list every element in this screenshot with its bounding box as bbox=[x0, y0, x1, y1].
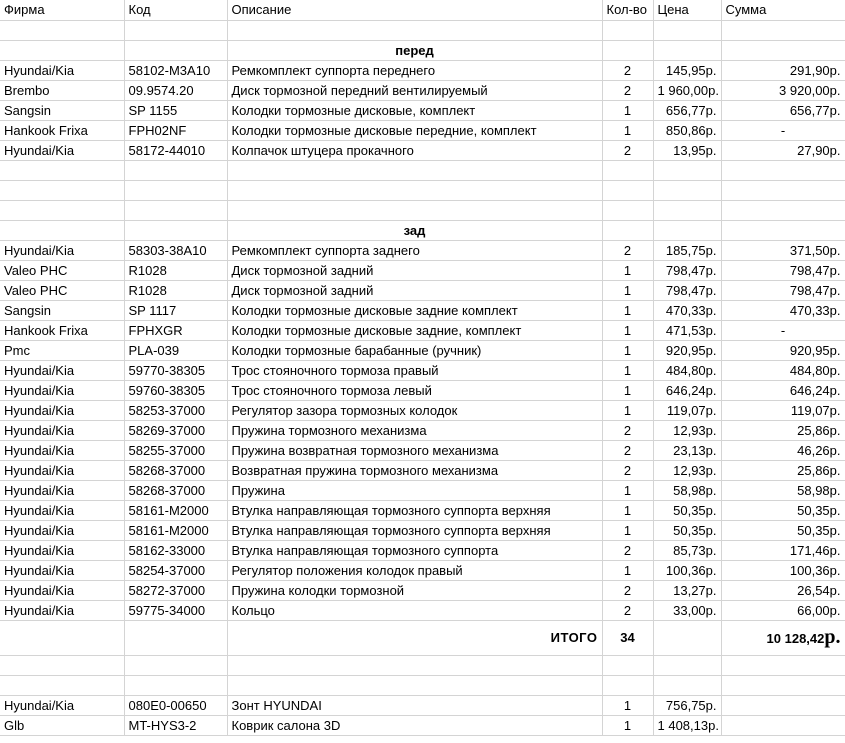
cell-firm[interactable]: Hyundai/Kia bbox=[0, 520, 124, 540]
cell-description[interactable]: Регулятор зазора тормозных колодок bbox=[227, 400, 602, 420]
cell-qty[interactable]: 2 bbox=[602, 440, 653, 460]
cell-price[interactable]: 920,95р. bbox=[653, 340, 721, 360]
cell-description[interactable]: Диск тормозной задний bbox=[227, 280, 602, 300]
cell-qty[interactable]: 1 bbox=[602, 480, 653, 500]
cell-sum[interactable]: 171,46р. bbox=[721, 540, 845, 560]
cell-price[interactable]: 646,24р. bbox=[653, 380, 721, 400]
header-price[interactable]: Цена bbox=[653, 0, 721, 20]
cell-price[interactable]: 13,95р. bbox=[653, 140, 721, 160]
cell-price[interactable]: 850,86р. bbox=[653, 120, 721, 140]
empty-row bbox=[0, 20, 845, 40]
cell-sum[interactable]: - bbox=[721, 320, 845, 340]
table-row bbox=[0, 120, 845, 140]
cell-firm[interactable]: Hyundai/Kia bbox=[0, 560, 124, 580]
cell-qty[interactable]: 1 bbox=[602, 520, 653, 540]
table-row bbox=[0, 600, 845, 620]
cell-code[interactable]: R1028 bbox=[124, 260, 227, 280]
cell-price[interactable]: 100,36р. bbox=[653, 560, 721, 580]
cell-price[interactable]: 798,47р. bbox=[653, 280, 721, 300]
cell-price[interactable]: 50,35р. bbox=[653, 500, 721, 520]
cell-firm[interactable]: Brembo bbox=[0, 80, 124, 100]
header-firm[interactable]: Фирма bbox=[0, 0, 124, 20]
cell-code[interactable]: 58161-M2000 bbox=[124, 520, 227, 540]
cell-code[interactable]: PLA-039 bbox=[124, 340, 227, 360]
empty-row bbox=[0, 160, 845, 180]
cell-code[interactable]: R1028 bbox=[124, 280, 227, 300]
table-row bbox=[0, 540, 845, 560]
table-row bbox=[0, 80, 845, 100]
total-row bbox=[0, 620, 845, 655]
cell-price[interactable]: 85,73р. bbox=[653, 540, 721, 560]
cell-sum[interactable]: 25,86р. bbox=[721, 460, 845, 480]
cell-sum[interactable]: 58,98р. bbox=[721, 480, 845, 500]
cell-price[interactable]: 471,53р. bbox=[653, 320, 721, 340]
header-code[interactable]: Код bbox=[124, 0, 227, 20]
cell-price[interactable]: 185,75р. bbox=[653, 240, 721, 260]
cell-firm[interactable]: Hyundai/Kia bbox=[0, 380, 124, 400]
total-label[interactable]: ИТОГО bbox=[227, 620, 602, 655]
cell-sum[interactable] bbox=[721, 695, 845, 715]
cell-sum[interactable]: 798,47р. bbox=[721, 280, 845, 300]
cell-firm[interactable]: Hyundai/Kia bbox=[0, 695, 124, 715]
cell-qty[interactable]: 1 bbox=[602, 360, 653, 380]
cell-code[interactable]: SP 1155 bbox=[124, 100, 227, 120]
cell-code[interactable]: 58254-37000 bbox=[124, 560, 227, 580]
cell-sum[interactable]: 50,35р. bbox=[721, 520, 845, 540]
cell-qty[interactable]: 1 bbox=[602, 300, 653, 320]
cell-description[interactable]: Втулка направляющая тормозного суппорта bbox=[227, 540, 602, 560]
cell-qty[interactable]: 1 bbox=[602, 280, 653, 300]
table-row bbox=[0, 500, 845, 520]
cell-firm[interactable]: Sangsin bbox=[0, 300, 124, 320]
cell-qty[interactable]: 2 bbox=[602, 80, 653, 100]
cell-description[interactable]: Зонт HYUNDAI bbox=[227, 695, 602, 715]
cell-qty[interactable]: 2 bbox=[602, 240, 653, 260]
total-sum[interactable] bbox=[721, 620, 845, 655]
cell-sum[interactable]: 119,07р. bbox=[721, 400, 845, 420]
cell-sum[interactable]: 291,90р. bbox=[721, 60, 845, 80]
table-row bbox=[0, 695, 845, 715]
cell-firm[interactable]: Hyundai/Kia bbox=[0, 500, 124, 520]
cell-qty[interactable]: 1 bbox=[602, 715, 653, 735]
header-qty[interactable]: Кол-во bbox=[602, 0, 653, 20]
empty-row bbox=[0, 655, 845, 675]
cell-firm[interactable]: Glb bbox=[0, 715, 124, 735]
cell-code[interactable]: FPH02NF bbox=[124, 120, 227, 140]
cell-sum[interactable]: 484,80р. bbox=[721, 360, 845, 380]
cell-sum[interactable]: 3 920,00р. bbox=[721, 80, 845, 100]
section-title-rear[interactable]: зад bbox=[227, 220, 602, 240]
cell-sum[interactable]: 656,77р. bbox=[721, 100, 845, 120]
cell-price[interactable]: 470,33р. bbox=[653, 300, 721, 320]
cell-price[interactable]: 484,80р. bbox=[653, 360, 721, 380]
table-row bbox=[0, 240, 845, 260]
cell-qty[interactable]: 2 bbox=[602, 540, 653, 560]
cell-firm[interactable]: Hyundai/Kia bbox=[0, 440, 124, 460]
table-row bbox=[0, 715, 845, 735]
cell-description[interactable]: Колпачок штуцера прокачного bbox=[227, 140, 602, 160]
cell-sum[interactable]: - bbox=[721, 120, 845, 140]
cell-description[interactable]: Ремкомплект суппорта заднего bbox=[227, 240, 602, 260]
cell-code[interactable]: 080E0-00650 bbox=[124, 695, 227, 715]
table-row bbox=[0, 580, 845, 600]
cell-sum[interactable]: 371,50р. bbox=[721, 240, 845, 260]
table-row bbox=[0, 440, 845, 460]
cell-code[interactable]: 58162-33000 bbox=[124, 540, 227, 560]
cell-price[interactable]: 656,77р. bbox=[653, 100, 721, 120]
cell-code[interactable]: 58268-37000 bbox=[124, 460, 227, 480]
table-row bbox=[0, 300, 845, 320]
cell-description[interactable]: Колодки тормозные барабанные (ручник) bbox=[227, 340, 602, 360]
cell-price[interactable]: 12,93р. bbox=[653, 420, 721, 440]
table-row bbox=[0, 340, 845, 360]
cell-sum[interactable] bbox=[721, 715, 845, 735]
cell-sum[interactable]: 26,54р. bbox=[721, 580, 845, 600]
cell-sum[interactable]: 27,90р. bbox=[721, 140, 845, 160]
table-row bbox=[0, 420, 845, 440]
table-row bbox=[0, 400, 845, 420]
cell-firm[interactable]: Hyundai/Kia bbox=[0, 580, 124, 600]
cell-qty[interactable]: 1 bbox=[602, 260, 653, 280]
table-row bbox=[0, 520, 845, 540]
table-row bbox=[0, 460, 845, 480]
cell-description[interactable]: Трос стояночного тормоза правый bbox=[227, 360, 602, 380]
cell-firm[interactable]: Hyundai/Kia bbox=[0, 480, 124, 500]
cell-code[interactable]: 58102-M3A10 bbox=[124, 60, 227, 80]
cell-code[interactable]: 58303-38A10 bbox=[124, 240, 227, 260]
cell-firm[interactable]: Valeo PHC bbox=[0, 280, 124, 300]
cell-qty[interactable]: 1 bbox=[602, 340, 653, 360]
total-qty[interactable]: 34 bbox=[602, 620, 653, 655]
header-row bbox=[0, 0, 845, 20]
cell-code[interactable]: 58253-37000 bbox=[124, 400, 227, 420]
cell-description[interactable]: Пружина колодки тормозной bbox=[227, 580, 602, 600]
cell-code[interactable]: FPHXGR bbox=[124, 320, 227, 340]
cell-firm[interactable]: Hyundai/Kia bbox=[0, 540, 124, 560]
cell-firm[interactable]: Hyundai/Kia bbox=[0, 240, 124, 260]
cell-price[interactable]: 13,27р. bbox=[653, 580, 721, 600]
cell-code[interactable]: MT-HYS3-2 bbox=[124, 715, 227, 735]
cell-sum[interactable]: 798,47р. bbox=[721, 260, 845, 280]
table-row bbox=[0, 100, 845, 120]
cell-firm[interactable]: Hyundai/Kia bbox=[0, 400, 124, 420]
cell-description[interactable]: Возвратная пружина тормозного механизма bbox=[227, 460, 602, 480]
cell-qty[interactable]: 2 bbox=[602, 600, 653, 620]
cell-firm[interactable]: Hyundai/Kia bbox=[0, 460, 124, 480]
cell-price[interactable]: 1 960,00р. bbox=[653, 80, 721, 100]
cell-sum[interactable]: 25,86р. bbox=[721, 420, 845, 440]
cell-qty[interactable]: 1 bbox=[602, 320, 653, 340]
cell-firm[interactable]: Hyundai/Kia bbox=[0, 420, 124, 440]
cell-qty[interactable]: 2 bbox=[602, 460, 653, 480]
cell-sum[interactable]: 920,95р. bbox=[721, 340, 845, 360]
table-row bbox=[0, 260, 845, 280]
cell-sum[interactable]: 646,24р. bbox=[721, 380, 845, 400]
table-row bbox=[0, 360, 845, 380]
cell-code[interactable]: 09.9574.20 bbox=[124, 80, 227, 100]
cell-price[interactable]: 12,93р. bbox=[653, 460, 721, 480]
cell-price[interactable]: 33,00р. bbox=[653, 600, 721, 620]
cell-description[interactable]: Колодки тормозные дисковые передние, комплект bbox=[227, 120, 602, 140]
cell-qty[interactable]: 1 bbox=[602, 100, 653, 120]
total-sum-value: 10 128,42 bbox=[766, 630, 825, 646]
cell-description[interactable]: Диск тормозной передний вентилируемый bbox=[227, 80, 602, 100]
total-currency: р. bbox=[824, 625, 841, 648]
cell-price[interactable]: 145,95р. bbox=[653, 60, 721, 80]
cell-description[interactable]: Диск тормозной задний bbox=[227, 260, 602, 280]
cell-price[interactable]: 798,47р. bbox=[653, 260, 721, 280]
cell-description[interactable]: Пружина возвратная тормозного механизма bbox=[227, 440, 602, 460]
cell-firm[interactable]: Hyundai/Kia bbox=[0, 140, 124, 160]
table-row bbox=[0, 320, 845, 340]
cell-qty[interactable]: 1 bbox=[602, 500, 653, 520]
cell-qty[interactable]: 1 bbox=[602, 380, 653, 400]
cell-qty[interactable]: 2 bbox=[602, 420, 653, 440]
cell-firm[interactable]: Valeo PHC bbox=[0, 260, 124, 280]
cell-description[interactable]: Кольцо bbox=[227, 600, 602, 620]
cell-description[interactable]: Трос стояночного тормоза левый bbox=[227, 380, 602, 400]
empty-row bbox=[0, 180, 845, 200]
cell-description[interactable]: Коврик салона 3D bbox=[227, 715, 602, 735]
cell-description[interactable]: Втулка направляющая тормозного суппорта верхняя bbox=[227, 500, 602, 520]
section-row-rear bbox=[0, 220, 845, 240]
cell-qty[interactable]: 1 bbox=[602, 400, 653, 420]
cell-firm[interactable]: Sangsin bbox=[0, 100, 124, 120]
cell-code[interactable]: 58255-37000 bbox=[124, 440, 227, 460]
cell-price[interactable]: 119,07р. bbox=[653, 400, 721, 420]
cell-qty[interactable]: 2 bbox=[602, 60, 653, 80]
cell-sum[interactable]: 50,35р. bbox=[721, 500, 845, 520]
cell-code[interactable]: 58268-37000 bbox=[124, 480, 227, 500]
empty-row bbox=[0, 200, 845, 220]
cell-qty[interactable]: 2 bbox=[602, 140, 653, 160]
table-row bbox=[0, 280, 845, 300]
cell-code[interactable]: 58269-37000 bbox=[124, 420, 227, 440]
table-row bbox=[0, 560, 845, 580]
cell-code[interactable]: 59775-34000 bbox=[124, 600, 227, 620]
section-row-front bbox=[0, 40, 845, 60]
cell-sum[interactable]: 66,00р. bbox=[721, 600, 845, 620]
cell-qty[interactable]: 1 bbox=[602, 120, 653, 140]
cell-description[interactable]: Пружина тормозного механизма bbox=[227, 420, 602, 440]
cell-code[interactable]: 58161-M2000 bbox=[124, 500, 227, 520]
cell-price[interactable]: 756,75р. bbox=[653, 695, 721, 715]
empty-row bbox=[0, 675, 845, 695]
cell-code[interactable]: 59760-38305 bbox=[124, 380, 227, 400]
section-title-front[interactable]: перед bbox=[227, 40, 602, 60]
cell-sum[interactable]: 46,26р. bbox=[721, 440, 845, 460]
cell-description[interactable]: Колодки тормозные дисковые задние, комплект bbox=[227, 320, 602, 340]
cell-price[interactable]: 58,98р. bbox=[653, 480, 721, 500]
table-row bbox=[0, 140, 845, 160]
cell-description[interactable]: Пружина bbox=[227, 480, 602, 500]
header-description[interactable]: Описание bbox=[227, 0, 602, 20]
cell-qty[interactable]: 2 bbox=[602, 580, 653, 600]
cell-sum[interactable]: 100,36р. bbox=[721, 560, 845, 580]
cell-description[interactable]: Ремкомплект суппорта переднего bbox=[227, 60, 602, 80]
cell-qty[interactable]: 1 bbox=[602, 695, 653, 715]
cell-qty[interactable]: 1 bbox=[602, 560, 653, 580]
cell-firm[interactable]: Hankook Frixa bbox=[0, 320, 124, 340]
cell-firm[interactable]: Hankook Frixa bbox=[0, 120, 124, 140]
cell-sum[interactable]: 470,33р. bbox=[721, 300, 845, 320]
cell-code[interactable]: SP 1117 bbox=[124, 300, 227, 320]
cell-firm[interactable]: Hyundai/Kia bbox=[0, 600, 124, 620]
cell-code[interactable]: 58172-44010 bbox=[124, 140, 227, 160]
cell-price[interactable]: 23,13р. bbox=[653, 440, 721, 460]
cell-description[interactable]: Колодки тормозные дисковые, комплект bbox=[227, 100, 602, 120]
cell-description[interactable]: Втулка направляющая тормозного суппорта верхняя bbox=[227, 520, 602, 540]
cell-firm[interactable]: Pmc bbox=[0, 340, 124, 360]
cell-firm[interactable]: Hyundai/Kia bbox=[0, 360, 124, 380]
cell-price[interactable]: 1 408,13р. bbox=[653, 715, 721, 735]
cell-description[interactable]: Колодки тормозные дисковые задние комплект bbox=[227, 300, 602, 320]
table-row bbox=[0, 60, 845, 80]
table-row bbox=[0, 480, 845, 500]
cell-code[interactable]: 59770-38305 bbox=[124, 360, 227, 380]
cell-firm[interactable]: Hyundai/Kia bbox=[0, 60, 124, 80]
cell-price[interactable]: 50,35р. bbox=[653, 520, 721, 540]
cell-description[interactable]: Регулятор положения колодок правый bbox=[227, 560, 602, 580]
table-row bbox=[0, 380, 845, 400]
header-sum[interactable]: Сумма bbox=[721, 0, 845, 20]
cell-code[interactable]: 58272-37000 bbox=[124, 580, 227, 600]
